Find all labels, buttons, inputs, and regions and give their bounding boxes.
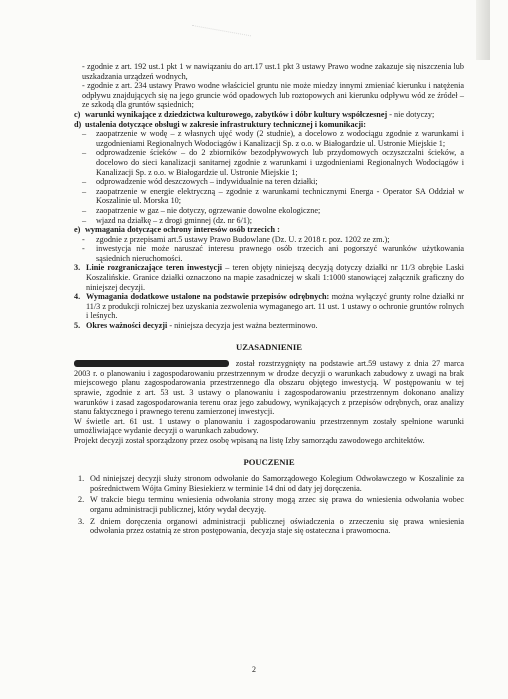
pouczenie-heading: POUCZENIE	[243, 456, 295, 467]
document-body	[74, 62, 464, 536]
bullet-paragraph: - zgodnie z art. 234 ustawy Prawo wodne właściciel gruntu nie może miedzy innymi zmieniać kierunku i natężenia odpływu znajdujących się na jego gruncie wód opadowych lub roztopowych ani kierunku odpływu wód ze źródeł – ze szkodą dla gruntów sąsiednich;	[82, 81, 464, 110]
pouczenie-item: 3. Z dniem doręczenia organowi administracji publicznej oświadczenia o zrzeczeniu się prawa wniesienia odwołania przez ostatnią ze stron postępowania, decyzja staje się ostateczna i prawomocna.	[78, 516, 464, 536]
page-number: 2	[252, 665, 256, 674]
uzasadnienie-paragraph: został rozstrzygnięty na podstawie art.59 ustawy z dnia 27 marca 2003 r. o planowaniu i zagospodarowaniu przestrzennym w drodze decyzji o warunkach zabudowy z uwagi na brak miejscowego planu zagospodarowania przestrzennego dla obszaru objętego inwestycją. W postępowaniu w tej sprawie, zgodnie z art. 53 ust. 3 ustawy o planowaniu i zagospodarowaniu przestrzennym dokonano analizy warunków i zasad zagospodarowania terenu oraz jego zabudowy, wynikających z przepisów odrębnych, oraz analizy stanu faktycznego i prawnego terenu zamierzonej inwestycji.	[74, 359, 464, 417]
list-item: – wjazd na działkę – z drogi gminnej (dz. nr 6/1);	[82, 215, 252, 225]
list-item: – zaopatrzenie w gaz – nie dotyczy, ogrzewanie dowolne ekologiczne;	[82, 205, 321, 215]
bullet-paragraph: - zgodnie z art. 192 ust.1 pkt 1 w nawiązaniu do art.17 ust.1 pkt 3 ustawy Prawo wodne zakazuje się niszczenia lub uszkadzania urządzeń wodnych,	[82, 62, 464, 81]
point-text: - niniejsza decyzja jest ważna bezterminowo.	[167, 321, 318, 331]
list-item: – zaopatrzenie w wodę – z własnych ujęć wody (2 studnie), a docelowo z wodociągu zgodnie z warunkami i uzgodnieniami Regionalnych Wodociągów i Kanalizacji Sp. z o.o. w Białogardzie ul. Ustronie Miejskie 1;	[82, 129, 464, 148]
pouczenie-item: 2. W trakcie biegu terminu wniesienia odwołania strony mogą zrzec się prawa do wniesienia odwołania wobec organu administracji publicznej, który wydał decyzję.	[78, 495, 464, 514]
page-edge-shadow	[476, 0, 490, 60]
point-title: Okres ważności decyzji	[86, 321, 168, 331]
section-marker: e)	[74, 225, 81, 235]
section-c	[74, 110, 464, 120]
section-e	[74, 225, 464, 235]
point-title: Wymagania dodatkowe ustalone na podstawie przepisów odrębnych:	[86, 292, 330, 302]
redaction-bar	[74, 360, 229, 367]
uzasadnienie-paragraph: W świetle art. 61 ust. 1 ustawy o planowaniu i zagospodarowaniu przestrzennym zostały spełnione warunki umożliwiające wydanie decyzji o warunkach zabudowy.	[74, 416, 464, 436]
list-item: – odprowadzenie wód deszczowych – indywidualnie na teren działki;	[82, 177, 318, 187]
list-item: – zaopatrzenie w energie elektryczną – zgodnie z warunkami technicznymi Energa - Operator SA Oddział w Koszalinie ul. Morska 10;	[82, 186, 464, 206]
pouczenie-item: 1. Od niniejszej decyzji służy stronom odwołanie do Samorządowego Kolegium Odwoławczego w Koszalinie za pośrednictwem Wójta Gminy Biesiekierz w terminie 14 dni od daty jej doręczenia.	[78, 474, 464, 493]
section-title: warunki wynikające z dziedzictwa kulturowego, zabytków i dóbr kultury współczesnej	[85, 109, 388, 119]
section-title: wymagania dotyczące ochrony interesów osób trzecich :	[85, 225, 280, 235]
list-item: - inwestycja nie może naruszać interesu prawnego osób trzecich ani pogorszyć warunków użytkowania sąsiednich nieruchomości.	[82, 244, 464, 263]
point-5: 5. Okres ważności decyzji - niniejsza decyzja jest ważna bezterminowo.	[74, 321, 318, 331]
scan-smudge	[189, 25, 251, 52]
uzasadnienie-heading: UZASADNIENIE	[236, 341, 302, 352]
point-text: można wyłączyć grunty rolne działki nr 11/3 z produkcji rolniczej bez uzyskania zezwolenia wymaganego art. 11 ust. 1 ustawy o ochronie gruntów rolnych i leśnych.	[86, 292, 464, 321]
point-title: Linie rozgraniczające teren inwestycji	[86, 263, 223, 273]
section-text: - nie dotyczy;	[387, 109, 435, 119]
point-4: 4. Wymagania dodatkowe ustalone na podstawie przepisów odrębnych: można wyłączyć grunty rolne działki nr 11/3 z produkcji rolniczej bez uzyskania zezwolenia wymaganego art. 11 ust. 1 ustawy o ochronie gruntów rolnych i leśnych.	[74, 292, 464, 321]
point-text: – teren objęty niniejszą decyzją dotyczy działki nr 11/3 obrębie Laski Koszalińskie. Granice działki oznaczono na mapie zasadniczej w skali 1:1000 stanowiącej załącznik graficzny do niniejszej decyzji.	[86, 263, 464, 292]
list-item: – odprowadzenie ścieków – do 2 zbiorników bezodpływowych lub przydomowych oczyszczalni ścieków, a docelowo do sieci kanalizacji sanitarnej zgodnie z warunkami i uzgodnieniami Regionalnych Wodociągów i Kanalizacji Sp. z o.o. w Białogardzie ul. Ustronie Miejskie 1;	[82, 148, 464, 177]
section-d	[74, 120, 464, 130]
uzasadnienie-paragraph: Projekt decyzji został sporządzony przez osobę wpisaną na listę Izby samorządu zawodowego architektów.	[74, 435, 425, 445]
section-marker: c)	[74, 109, 81, 119]
point-3: 3. Linie rozgraniczające teren inwestycji – teren objęty niniejszą decyzją dotyczy działki nr 11/3 obrębie Laski Koszalińskie. Granice działki oznaczono na mapie zasadniczej w skali 1:1000 stanowiącej załącznik graficzny do niniejszej decyzji.	[74, 263, 464, 292]
section-title: ustalenia dotyczące obsługi w zakresie infrastruktury technicznej i komunikacji:	[85, 119, 366, 129]
list-item: - zgodnie z przepisami art.5 ustawy Prawo Budowlane (Dz. U. z 2018 r. poz. 1202 ze zm.);	[82, 234, 390, 244]
section-marker: d)	[74, 119, 82, 129]
